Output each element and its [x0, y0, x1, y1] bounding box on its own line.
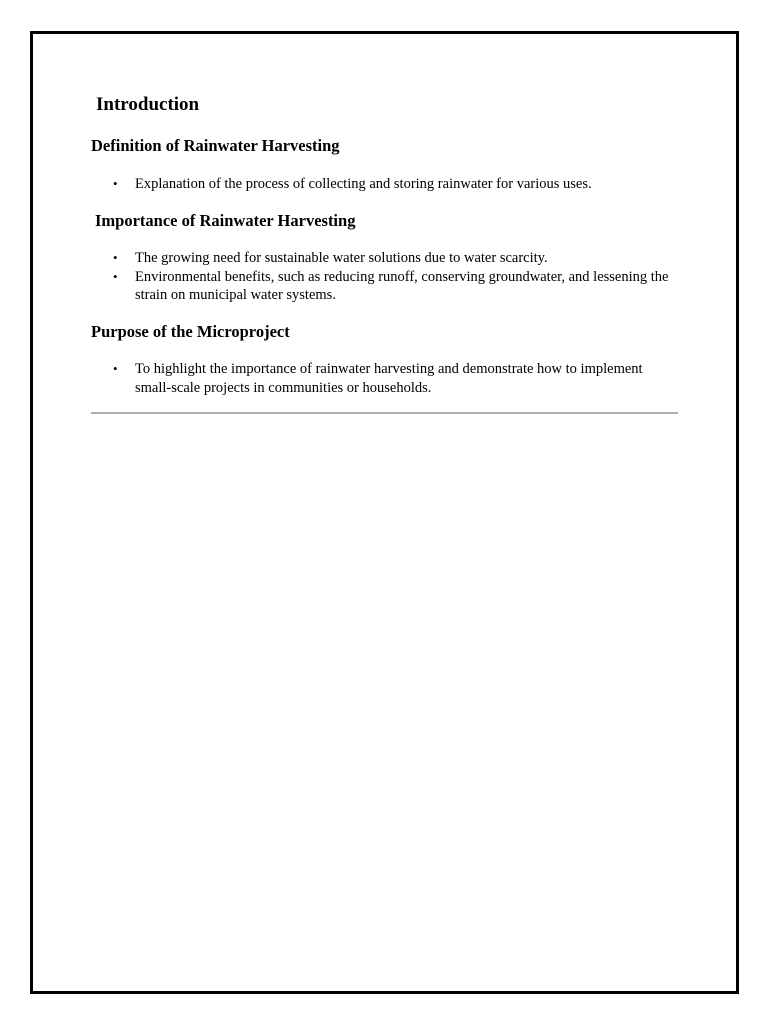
- list-item-text: Explanation of the process of collecting and storing rainwater for various uses.: [135, 176, 592, 192]
- section-heading-definition: Definition of Rainwater Harvesting: [91, 136, 340, 155]
- definition-list: [113, 175, 678, 194]
- page-title: Introduction: [96, 94, 200, 115]
- list-item: [113, 249, 678, 268]
- horizontal-divider: [91, 412, 678, 414]
- bullet-icon: •: [113, 176, 118, 191]
- list-item: [113, 268, 678, 305]
- purpose-list: [113, 360, 678, 397]
- bullet-icon: •: [113, 361, 118, 376]
- list-item-text: To highlight the importance of rainwater harvesting and demonstrate how to implement small-scale projects in communities or households.: [135, 361, 643, 396]
- list-item-text: The growing need for sustainable water solutions due to water scarcity.: [135, 250, 548, 266]
- list-item: [113, 360, 678, 397]
- list-item: [113, 175, 678, 194]
- bullet-icon: •: [113, 268, 118, 284]
- bullet-icon: •: [113, 250, 118, 265]
- list-item-text: Environmental benefits, such as reducing runoff, conserving groundwater, and lessening the strain on municipal water systems.: [135, 268, 669, 303]
- section-heading-purpose: Purpose of the Microproject: [91, 322, 290, 341]
- importance-list: [113, 249, 678, 305]
- section-heading-importance: Importance of Rainwater Harvesting: [95, 211, 356, 230]
